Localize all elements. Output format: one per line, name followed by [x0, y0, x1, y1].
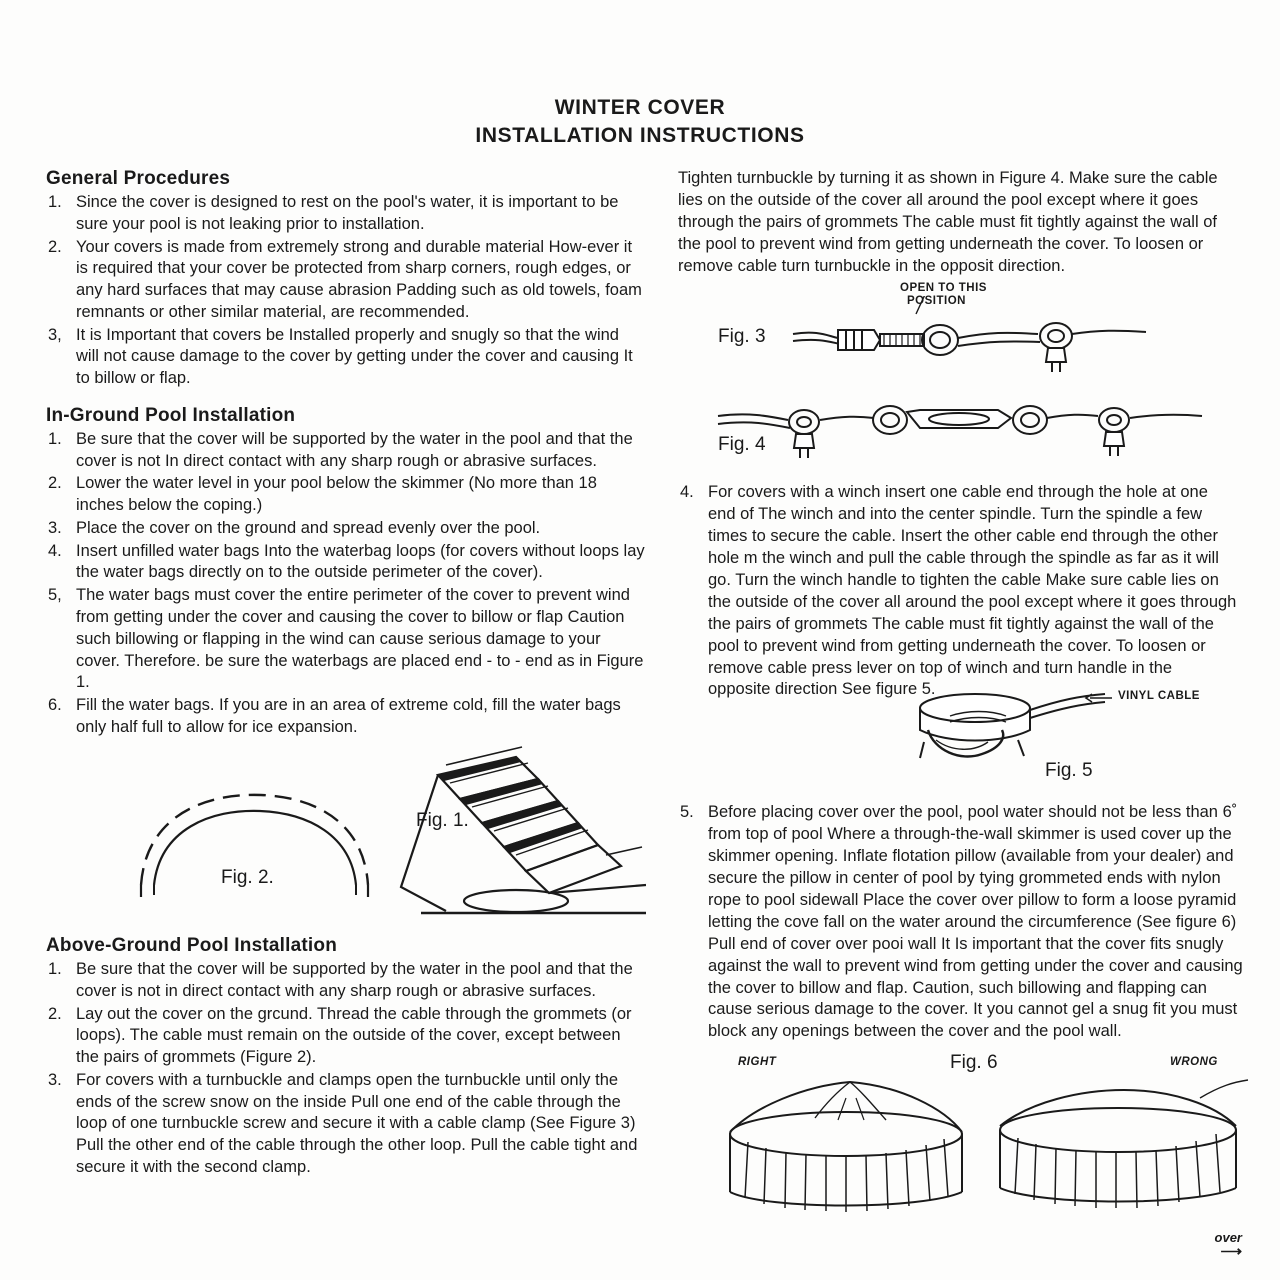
figure-5-label: Fig. 5: [1045, 760, 1093, 781]
list-item: [46, 541, 646, 585]
heading-in-ground-pool-installation: In-Ground Pool Installation: [46, 404, 296, 426]
figure-3-illustration: [678, 282, 1238, 382]
list-item-number: 3.: [48, 518, 62, 537]
list-item-text: Fill the water bags. If you are in an area of extreme cold, fill the water bags only half full to allow for ice expansion.: [76, 696, 621, 736]
list-item-number: 3.: [48, 1070, 62, 1089]
over-marker: [1215, 1230, 1242, 1259]
list-item: [46, 695, 646, 739]
figure-4-illustration: [678, 392, 1238, 482]
list-item: [46, 473, 646, 517]
list-item-text: The water bags must cover the entire perimeter of the cover to prevent wind from getting under the cover and causing the cover to billow or flap Caution such billowing or flapping in the wind can cause serious damage to your cover. Therefore. be sure the waterbags are placed end - to - end as in Figure 1.: [76, 586, 644, 692]
list-item-text: For covers with a winch insert one cable end through the hole at one end of The winch and into the center spindle. Turn the spindle a few times to secure the cable. Insert the other cable end through the other hole m the winch and pull the cable through the spindle as far as it will go. Turn the winch handle to tighten the cable Make sure cable lies on the outside of the cover all around the pool except where it goes through the pairs of grommets The cable must fit tightly against the wall of the pool to prevent wind from getting underneath the cover. To loosen or remove cable press lever on top of winch and turn handle in the opposite direction See figure 5.: [708, 483, 1237, 699]
figures-svg: [46, 735, 646, 920]
over-label: over: [1214, 1229, 1242, 1245]
title-line-1: WINTER COVER: [554, 96, 726, 119]
figure-5-illustration: [890, 680, 1240, 800]
list-item-text: Be sure that the cover will be supported by the water in the pool and that the cover is not in direct contact with any sharp rough or abrasive surfaces.: [76, 960, 633, 1000]
figure-6-illustration: [700, 1050, 1260, 1230]
list-item-number: 4.: [48, 541, 62, 560]
list-item-text: Insert unfilled water bags Into the waterbag loops (for covers without loops lay the water bags directly on to the outside perimeter of the cover).: [76, 541, 645, 582]
list-item: [46, 1070, 646, 1179]
list-item-number: 2.: [48, 474, 62, 493]
list-item-text: Your covers is made from extremely strong and durable material How-ever it is required that your cover be protected from sharp corners, rough edges, or any hard surfaces that may cause abrasion Padding such as old towels, foam remnants or other similar material, are recommended.: [76, 237, 642, 321]
list-item-text: It is Important that covers be Installed properly and snugly so that the wind will not cause damage to the cover by getting under the cover and causing It to billow or flap.: [76, 325, 633, 388]
figure-3-note-line-1: OPEN TO THIS: [900, 282, 987, 294]
list-item: [46, 959, 646, 1003]
list-item: [46, 237, 646, 324]
page-title: [0, 94, 1280, 151]
list-general-procedures: [46, 192, 646, 390]
list-item-number: 5,: [48, 586, 62, 605]
title-line-2: INSTALLATION INSTRUCTIONS: [475, 124, 805, 148]
list-item-number: 1.: [48, 960, 62, 978]
heading-general-procedures: General Procedures: [46, 168, 231, 189]
figure-2-label: Fig. 2.: [221, 867, 274, 888]
figure-6-wrong-label: WRONG: [1170, 1056, 1218, 1068]
list-above-ground: [46, 959, 646, 1179]
figure-3-note-line-2: POSITION: [907, 295, 966, 307]
heading-above-ground-pool-installation: Above-Ground Pool Installation: [46, 935, 337, 956]
figure-6-label: Fig. 6: [950, 1052, 998, 1073]
figure-6-right-label: RIGHT: [738, 1056, 777, 1068]
figure-1-and-2-illustration: [46, 735, 646, 920]
figure-4-label: Fig. 4: [718, 434, 766, 455]
list-item-number: 5.: [680, 803, 694, 821]
list-item-number: 2.: [48, 237, 62, 256]
list-item: [46, 1004, 646, 1069]
list-item-text: Lay out the cover on the grcund. Thread the cable through the grommets (or loops). The cable must remain on the outside of the cover, except between the pairs of grommets (Figure 2).: [76, 1004, 632, 1067]
list-item: [46, 325, 646, 390]
figure-3-label: Fig. 3: [718, 326, 766, 347]
left-column: [46, 168, 646, 740]
arrow-right-icon: ⟶: [1220, 1242, 1242, 1260]
turnbuckle-paragraph: Tighten turnbuckle by turning it as shown in Figure 4. Make sure the cable lies on the outside of the cover all around the pool except where it goes through the pairs of grommets The cable must fit tightly against the wall of the pool to prevent wind from getting underneath the cover. To loosen or remove cable turn turnbuckle in the opposit direction.: [678, 169, 1218, 275]
above-ground-section: [46, 935, 646, 1180]
list-item: [46, 192, 646, 236]
right-item-5: [678, 802, 1250, 1049]
list-item-text: Be sure that the cover will be supported by the water in the pool and that the cover is not In direct contact with any sharp rough or abrasive surfaces.: [76, 429, 633, 470]
right-item-4: [678, 482, 1238, 707]
list-item-number: 1.: [48, 193, 62, 211]
right-column: [678, 168, 1238, 284]
list-item-number: 1.: [48, 429, 62, 448]
list-item-text: Place the cover on the ground and spread evenly over the pool.: [76, 518, 541, 537]
list-item-text: Lower the water level in your pool below the skimmer (No more than 18 inches below the coping.): [76, 474, 597, 515]
list-item-number: 2.: [48, 1004, 62, 1023]
figure-1-label: Fig. 1.: [416, 810, 469, 831]
list-item-number: 4.: [680, 483, 694, 501]
list-item-number: 3,: [48, 325, 62, 344]
figure-6-svg: [700, 1068, 1260, 1238]
list-item: [46, 518, 646, 540]
list-item: [46, 585, 646, 694]
list-item: [46, 429, 646, 473]
list-item-text: For covers with a turnbuckle and clamps open the turnbuckle until only the ends of the screw snow on the inside Pull one end of the cable through the loop of one turnbuckle screw and secure it with a cable clamp (See Figure 3) Pull the other end of the cable through the other loop. Pull the cable tight and secure it with the second clamp.: [76, 1070, 638, 1176]
figure-5-callout-label: VINYL CABLE: [1118, 690, 1200, 702]
list-item-text: Before placing cover over the pool, pool water should not be less than 6˚ from top of pool Where a through-the-wall skimmer is used cover up the skimmer opening. Inflate flotation pillow (available from your dealer) and secure the pillow in center of pool by tying grommeted ends with nylon rope to pool sidewall Place the cover over pillow to form a loose pyramid letting the cove fall on the water around the circumference (See figure 6) Pull end of cover over pooi wall It Is important that the cover fits snugly against the wall to prevent wind from getting under the cover and causing the cover to billow and flap. Caution, such billowing and flapping can cause serious damage to the cover. It you cannot gel a snug fit you must block any openings between the cover and the pool wall.: [708, 803, 1243, 1041]
list-item-text: Since the cover is designed to rest on the pool's water, it is important to be sure your pool is not leaking prior to installation.: [76, 193, 619, 233]
list-in-ground: [46, 429, 646, 739]
list-item-number: 6.: [48, 696, 62, 715]
